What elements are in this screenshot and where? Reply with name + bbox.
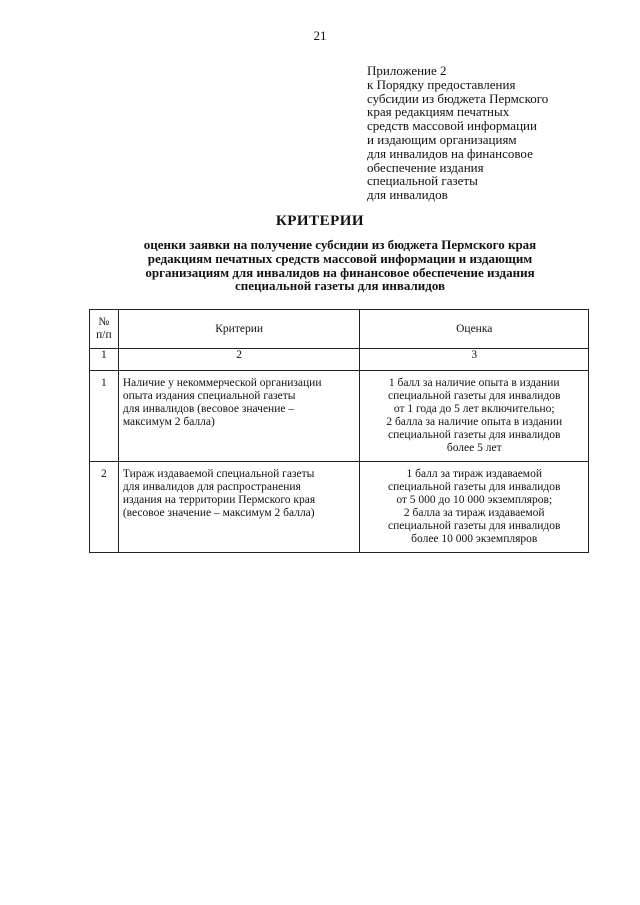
appendix-line: обеспечение издания	[367, 159, 484, 175]
document-title: КРИТЕРИИ	[275, 213, 365, 229]
subtitle-line: специальной газеты для инвалидов	[234, 278, 446, 294]
score-line: 1 балл за тираж издаваемой	[406, 468, 542, 480]
criteria-line: для инвалидов для распространения	[122, 481, 301, 493]
criteria-table	[89, 309, 589, 553]
appendix-line: средств массовой информации	[367, 118, 537, 134]
criteria-line: для инвалидов (весовое значение –	[122, 403, 295, 415]
score-line: специальной газеты для инвалидов	[388, 390, 561, 402]
appendix-line: специальной газеты	[367, 173, 478, 189]
header-number-abbrev: п/п	[96, 329, 112, 341]
appendix-line: для инвалидов	[367, 187, 448, 203]
criteria-line: (весовое значение – максимум 2 балла)	[122, 507, 315, 519]
score-line: 1 балл за наличие опыта в издании	[388, 377, 560, 389]
score-line: специальной газеты для инвалидов	[388, 481, 561, 493]
score-line: от 5 000 до 10 000 экземпляров;	[396, 494, 553, 506]
appendix-line: Приложение 2	[367, 63, 447, 78]
header-criteria: Критерии	[118, 310, 360, 349]
appendix-line: и издающим организациям	[367, 131, 517, 147]
criteria-cell	[118, 462, 360, 553]
score-line: 2 балла за тираж издаваемой	[403, 507, 545, 519]
table-header-row	[90, 310, 589, 349]
score-line: от 1 года до 5 лет включительно;	[393, 403, 555, 415]
appendix-line: к Порядку предоставления	[367, 76, 516, 92]
appendix-line: для инвалидов на финансовое	[367, 145, 533, 161]
appendix-note	[367, 64, 627, 202]
criteria-line: опыта издания специальной газеты	[122, 390, 296, 402]
appendix-line: края редакциям печатных	[367, 104, 510, 120]
score-line: специальной газеты для инвалидов	[388, 429, 561, 441]
criteria-line: Тираж издаваемой специальной газеты	[122, 468, 315, 480]
score-cell	[360, 462, 589, 553]
column-index: 3	[360, 349, 589, 371]
appendix-line: субсидии из бюджета Пермского	[367, 90, 549, 106]
score-cell	[360, 371, 589, 462]
column-index: 1	[90, 349, 119, 371]
column-index-row	[90, 349, 589, 371]
score-line: 2 балла за наличие опыта в издании	[386, 416, 563, 428]
page-number: 21	[313, 28, 327, 43]
header-score: Оценка	[360, 310, 589, 349]
criteria-cell	[118, 371, 360, 462]
score-line: более 5 лет	[446, 442, 502, 454]
criteria-line: издания на территории Пермского края	[122, 494, 316, 506]
subtitle-line: организациям для инвалидов на финансовое обеспечение издания	[145, 264, 535, 280]
header-number-symbol: №	[98, 316, 110, 328]
document-subtitle	[80, 238, 600, 293]
table-row	[90, 462, 589, 553]
row-number: 1	[90, 371, 119, 462]
score-line: специальной газеты для инвалидов	[388, 520, 561, 532]
subtitle-line: редакциям печатных средств массовой информации и издающим	[147, 250, 533, 266]
score-line: более 10 000 экземпляров	[411, 533, 538, 545]
row-number: 2	[90, 462, 119, 553]
criteria-line: Наличие у некоммерческой организации	[122, 377, 322, 389]
subtitle-line: оценки заявки на получение субсидии из бюджета Пермского края	[143, 237, 537, 252]
column-index: 2	[118, 349, 360, 371]
criteria-line: максимум 2 балла)	[122, 416, 215, 428]
header-number	[90, 310, 119, 349]
table-row	[90, 371, 589, 462]
